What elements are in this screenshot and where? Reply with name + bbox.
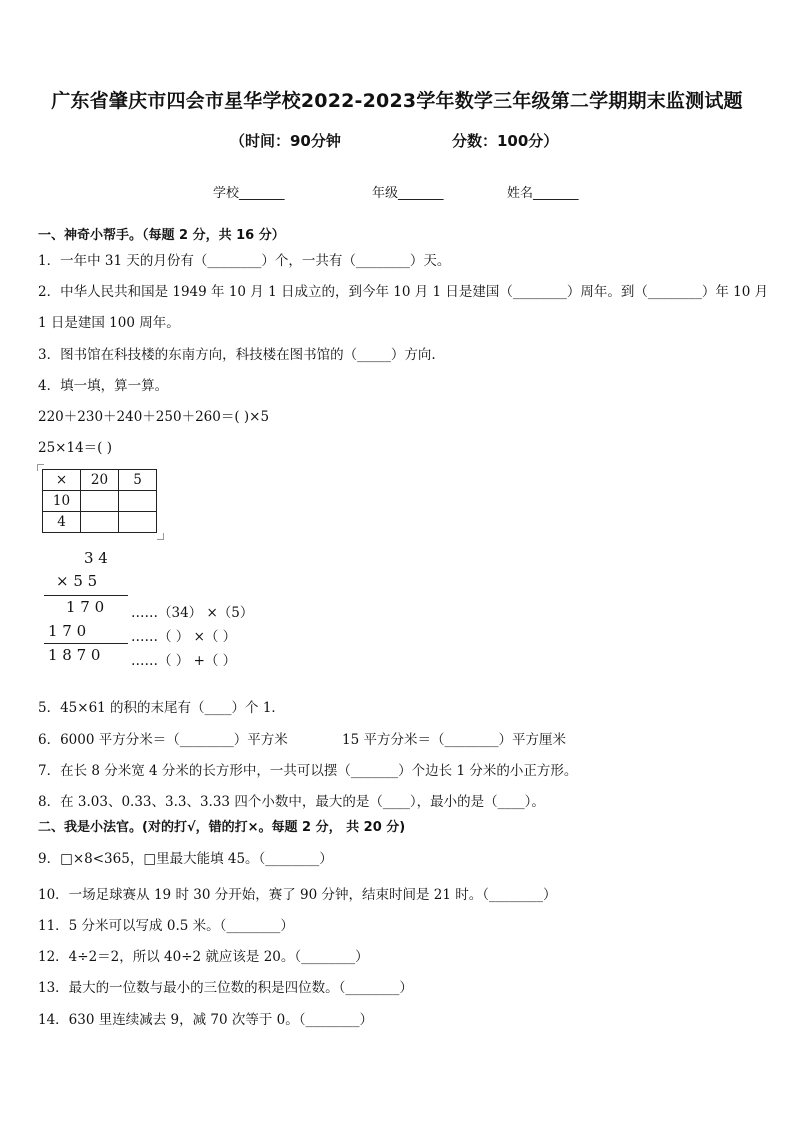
question-5: 5．45×61 的积的末尾有（____）个 1．: [38, 700, 285, 716]
vertical-note-3: ……（ ） +（ ）: [131, 653, 237, 669]
question-7: 7．在长 8 分米宽 4 分米的长方形中，一共可以摆（_______）个边长 1 分米的小正方形。: [38, 763, 578, 779]
grid-cell: [119, 491, 157, 512]
question-14: 14．630 里连续减去 9，减 70 次等于 0。（________）: [38, 1012, 374, 1028]
question-9: 9．□×8<365，□里最大能填 45。（________）: [38, 851, 333, 867]
vertical-rule-1: [44, 595, 128, 596]
grid-cell: [119, 512, 157, 533]
question-12: 12．4÷2＝2，所以 40÷2 就应该是 20。（________）: [38, 949, 369, 965]
table-corner-mark: [157, 533, 164, 540]
section-1-heading: 一、神奇小帮手。（每题 2 分，共 16 分）: [38, 228, 285, 243]
grid-cell: [81, 491, 119, 512]
grade-field: 年级_______: [372, 186, 444, 201]
vertical-note-2: ……（ ） ×（ ）: [131, 629, 237, 645]
question-4-equation-1: 220＋230＋240＋250＋260＝( )×5: [38, 409, 270, 425]
question-6a: 6．6000 平方分米＝（________）平方米: [38, 732, 288, 748]
grid-cell: 20: [81, 470, 119, 491]
question-13: 13．最大的一位数与最小的三位数的积是四位数。（________）: [38, 980, 413, 996]
vertical-multiplier: × 5 5: [56, 572, 98, 590]
vertical-rule-2: [44, 643, 128, 644]
question-4-equation-2: 25×14＝( ): [38, 440, 112, 456]
vertical-multiplicand: 3 4: [84, 549, 108, 567]
grid-cell: [81, 512, 119, 533]
question-3: 3．图书馆在科技楼的东南方向，科技楼在图书馆的（_____）方向.: [38, 347, 436, 363]
multiplication-grid: [42, 469, 157, 533]
grid-cell: 5: [119, 470, 157, 491]
question-11: 11．5 分米可以写成 0.5 米。（________）: [38, 918, 294, 934]
question-10: 10．一场足球赛从 19 时 30 分开始，赛了 90 分钟，结束时间是 21 时。（________）: [38, 887, 557, 903]
name-field: 姓名_______: [507, 186, 579, 201]
question-8: 8．在 3.03、0.33、3.3、3.33 四个小数中，最大的是（____），最小的是（____）。: [38, 794, 545, 810]
question-6b: 15 平方分米＝（________）平方厘米: [342, 732, 566, 748]
vertical-note-1: ……（34） ×（5）: [131, 605, 254, 621]
exam-score: 分数：100分）: [452, 132, 559, 150]
vertical-total: 1 8 7 0: [48, 646, 101, 664]
section-2-heading: 二、我是小法官。(对的打√，错的打×。每题 2 分， 共 20 分): [38, 820, 406, 835]
vertical-partial-2: 1 7 0: [48, 622, 87, 640]
page-title: 广东省肇庆市四会市星华学校2022-2023学年数学三年级第二学期期末监测试题: [51, 90, 743, 112]
question-4: 4．填一填，算一算。: [38, 378, 169, 394]
question-1: 1．一年中 31 天的月份有（________）个，一共有（________）天。: [38, 253, 451, 269]
question-2-line-1: 2．中华人民共和国是 1949 年 10 月 1 日成立的，到今年 10 月 1 日是建国（________）周年。到（________）年 10 月: [38, 284, 769, 300]
question-2-line-2: 1 日是建国 100 周年。: [38, 315, 180, 331]
grid-cell: 10: [43, 491, 81, 512]
grid-cell: 4: [43, 512, 81, 533]
exam-time: （时间：90分钟: [230, 132, 341, 150]
school-field: 学校_______: [213, 186, 285, 201]
vertical-partial-1: 1 7 0: [66, 598, 105, 616]
grid-cell: ×: [43, 470, 81, 491]
